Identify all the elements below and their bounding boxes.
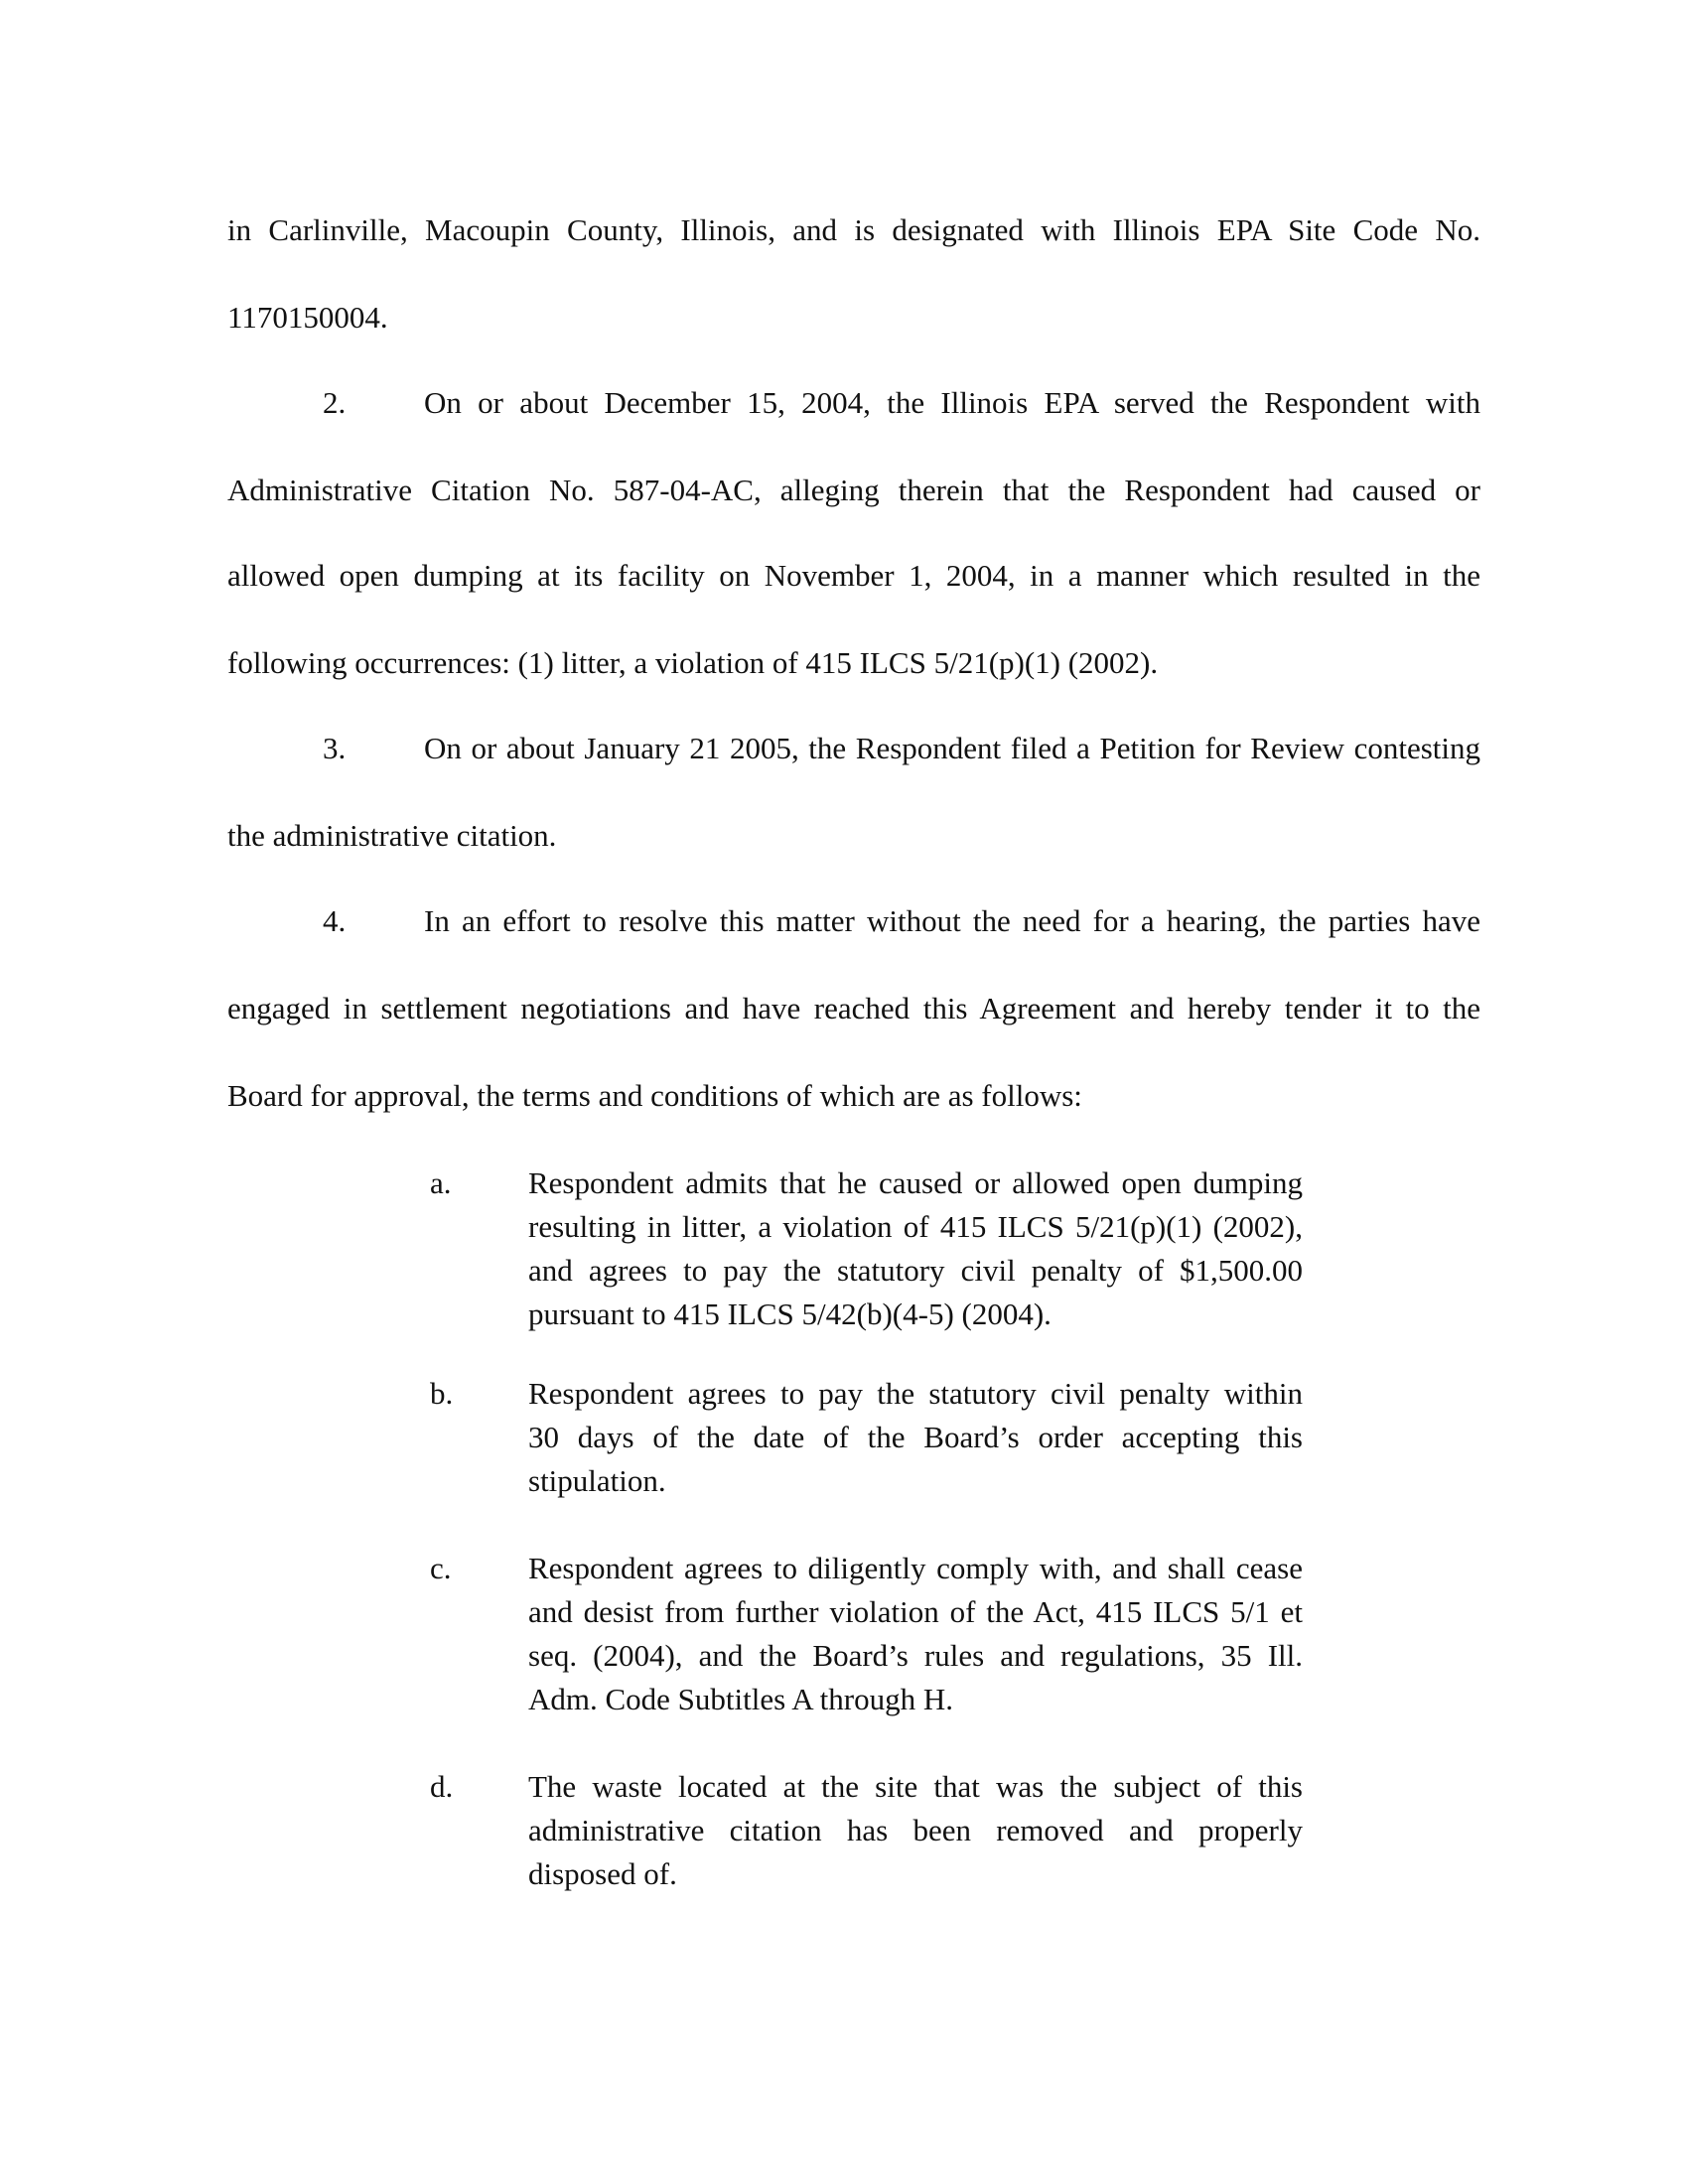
term-line: disposed of. xyxy=(528,1856,677,1891)
paragraph-first-line: On or about January 21 2005, the Respondent filed a Petition for Review contesting xyxy=(424,731,1480,765)
term-line: and desist from further violation of the Act, 415 ILCS 5/1 et xyxy=(528,1594,1303,1629)
term-line: seq. (2004), and the Board’s rules and regulations, 35 Ill. xyxy=(528,1638,1303,1673)
term-line: pursuant to 415 ILCS 5/42(b)(4-5) (2004). xyxy=(528,1297,1052,1331)
paragraph-number: 4. xyxy=(323,903,347,938)
intro-line: in Carlinville, Macoupin County, Illinois, and is designated with Illinois EPA Site Code No. xyxy=(227,212,1480,247)
paragraph-line: the administrative citation. xyxy=(227,818,557,853)
term-letter: c. xyxy=(430,1551,452,1585)
paragraph-line: engaged in settlement negotiations and have reached this Agreement and hereby tender it to the xyxy=(227,991,1480,1025)
term-letter: d. xyxy=(430,1769,454,1804)
paragraph-first-line: In an effort to resolve this matter without the need for a hearing, the parties have xyxy=(424,903,1480,938)
paragraph-line: allowed open dumping at its facility on November 1, 2004, in a manner which resulted in the xyxy=(227,558,1480,593)
term-line: Respondent agrees to pay the statutory civil penalty within xyxy=(528,1376,1303,1411)
paragraph-first-line: On or about December 15, 2004, the Illinois EPA served the Respondent with xyxy=(424,385,1480,420)
intro-line: 1170150004. xyxy=(227,300,388,335)
term-line: Respondent admits that he caused or allowed open dumping xyxy=(528,1165,1303,1200)
paragraph-line: Administrative Citation No. 587-04-AC, alleging therein that the Respondent had caused or xyxy=(227,473,1480,507)
term-line: Respondent agrees to diligently comply with, and shall cease xyxy=(528,1551,1303,1585)
term-line: stipulation. xyxy=(528,1463,666,1498)
term-line: resulting in litter, a violation of 415 ILCS 5/21(p)(1) (2002), xyxy=(528,1209,1303,1244)
term-letter: a. xyxy=(430,1165,452,1200)
term-line: Adm. Code Subtitles A through H. xyxy=(528,1682,953,1716)
term-line: 30 days of the date of the Board’s order accepting this xyxy=(528,1420,1303,1454)
paragraph-number: 2. xyxy=(323,385,347,420)
paragraph-line: Board for approval, the terms and conditions of which are as follows: xyxy=(227,1078,1082,1113)
term-line: and agrees to pay the statutory civil penalty of $1,500.00 xyxy=(528,1253,1303,1288)
paragraph-line: following occurrences: (1) litter, a violation of 415 ILCS 5/21(p)(1) (2002). xyxy=(227,645,1159,680)
term-line: administrative citation has been removed and properly xyxy=(528,1813,1303,1847)
paragraph-number: 3. xyxy=(323,731,347,765)
term-letter: b. xyxy=(430,1376,454,1411)
term-line: The waste located at the site that was the subject of this xyxy=(528,1769,1303,1804)
